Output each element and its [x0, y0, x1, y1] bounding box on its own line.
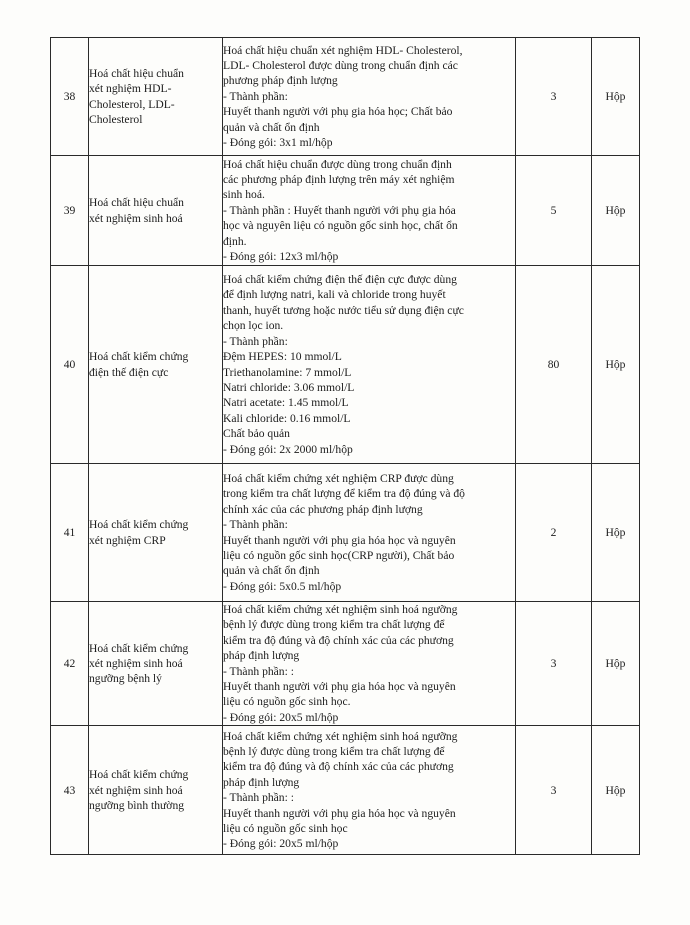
description-line: kiểm tra độ đúng và độ chính xác của các phương	[223, 760, 454, 774]
item-name	[89, 266, 223, 464]
description-line: Hoá chất hiệu chuẩn xét nghiệm HDL- Cholesterol,	[223, 43, 463, 57]
item-name-line: Hoá chất kiểm chứng	[89, 768, 189, 782]
row-number: 43	[51, 726, 89, 855]
description-line: LDL- Cholesterol được dùng trong chuẩn định các	[223, 58, 458, 72]
description-line: Huyết thanh người với phụ gia hóa học và nguyên	[223, 533, 456, 547]
item-quantity: 3	[516, 726, 592, 855]
item-name-line: xét nghiệm sinh hoá	[89, 783, 183, 797]
description-line: - Thành phần:	[223, 334, 288, 348]
description-line: trong kiểm tra chất lượng để kiểm tra độ đúng và độ	[223, 487, 465, 501]
item-unit: Hộp	[592, 464, 640, 602]
description-line: - Thành phần:	[223, 89, 288, 103]
item-unit: Hộp	[592, 156, 640, 266]
description-line: Hoá chất hiệu chuẩn được dùng trong chuẩn định	[223, 157, 452, 171]
item-quantity: 2	[516, 464, 592, 602]
item-name	[89, 602, 223, 726]
description-line: bệnh lý được dùng trong kiểm tra chất lượng để	[223, 618, 445, 632]
item-name-line: Hoá chất kiểm chứng	[89, 641, 189, 655]
item-name-line: xét nghiệm sinh hoá	[89, 211, 183, 225]
description-line: Kali chloride: 0.16 mmol/L	[223, 411, 351, 425]
item-name-line: xét nghiệm CRP	[89, 533, 166, 547]
supply-table-body	[51, 38, 640, 855]
description-line: - Đóng gói: 20x5 ml/hộp	[223, 837, 339, 851]
description-line: - Đóng gói: 2x 2000 ml/hộp	[223, 442, 353, 456]
description-line: pháp định lượng	[223, 649, 300, 663]
description-line: Hoá chất kiểm chứng xét nghiệm sinh hoá ngưỡng	[223, 729, 458, 743]
description-line: pháp định lượng	[223, 775, 300, 789]
item-name-line: Hoá chất hiệu chuẩn	[89, 196, 184, 210]
item-name	[89, 464, 223, 602]
item-unit: Hộp	[592, 602, 640, 726]
supply-table	[50, 37, 640, 855]
item-description	[223, 726, 516, 855]
description-line: liệu có nguồn gốc sinh học.	[223, 695, 351, 709]
description-line: Hoá chất kiểm chứng xét nghiệm sinh hoá ngưỡng	[223, 603, 458, 616]
description-line: chính xác của các phương pháp định lượng	[223, 502, 423, 516]
row-number: 38	[51, 38, 89, 156]
table-row	[51, 464, 640, 602]
item-name-line: xét nghiệm HDL-	[89, 82, 172, 96]
description-line: - Thành phần: :	[223, 791, 294, 805]
item-name-line: xét nghiệm sinh hoá	[89, 656, 183, 670]
description-line: - Thành phần:	[223, 518, 288, 532]
description-line: quản và chất ổn định	[223, 564, 320, 578]
description-line: để định lượng natri, kali và chloride trong huyết	[223, 288, 446, 302]
description-line: Triethanolamine: 7 mmol/L	[223, 365, 352, 379]
table-row	[51, 726, 640, 855]
table-row	[51, 156, 640, 266]
item-description	[223, 464, 516, 602]
description-line: Huyết thanh người với phụ gia hóa học và nguyên	[223, 806, 456, 820]
description-line: kiểm tra độ đúng và độ chính xác của các phương	[223, 633, 454, 647]
item-name-line: Cholesterol	[89, 112, 143, 126]
description-line: Hoá chất kiểm chứng xét nghiệm CRP được dùng	[223, 471, 454, 485]
description-line: - Thành phần: :	[223, 664, 294, 678]
item-name	[89, 38, 223, 156]
row-number: 41	[51, 464, 89, 602]
row-number: 40	[51, 266, 89, 464]
item-name-line: ngưỡng bệnh lý	[89, 672, 162, 686]
item-name-line: Cholesterol, LDL-	[89, 97, 175, 111]
description-line: - Thành phần : Huyết thanh người với phụ gia hóa	[223, 203, 456, 217]
description-line: định.	[223, 234, 247, 248]
description-line: bệnh lý được dùng trong kiểm tra chất lượng để	[223, 745, 445, 759]
item-unit: Hộp	[592, 38, 640, 156]
item-unit: Hộp	[592, 726, 640, 855]
description-line: Hoá chất kiểm chứng điện thế điện cực được dùng	[223, 273, 457, 287]
description-line: phương pháp định lượng	[223, 74, 338, 88]
description-line: liệu có nguồn gốc sinh học(CRP người), Chất bảo	[223, 548, 455, 562]
description-line: Chất bảo quản	[223, 427, 290, 441]
table-row	[51, 38, 640, 156]
table-row	[51, 266, 640, 464]
item-quantity: 5	[516, 156, 592, 266]
item-name	[89, 156, 223, 266]
description-line: Huyết thanh người với phụ gia hóa học và nguyên	[223, 680, 456, 694]
item-name-line: Hoá chất hiệu chuẩn	[89, 66, 184, 80]
item-description	[223, 602, 516, 726]
item-name-line: ngưỡng bình thường	[89, 798, 185, 812]
description-line: các phương pháp định lượng trên máy xét nghiệm	[223, 172, 455, 186]
item-name-line: Hoá chất kiểm chứng	[89, 350, 189, 364]
table-row	[51, 602, 640, 726]
description-line: - Đóng gói: 12x3 ml/hộp	[223, 250, 339, 264]
row-number: 39	[51, 156, 89, 266]
description-line: liệu có nguồn gốc sinh học	[223, 822, 348, 836]
item-name-line: điện thế điện cực	[89, 365, 169, 379]
description-line: Natri acetate: 1.45 mmol/L	[223, 396, 349, 410]
description-line: chọn lọc ion.	[223, 319, 284, 333]
description-line: học và nguyên liệu có nguồn gốc sinh học, chất ổn	[223, 219, 458, 233]
description-line: Natri chloride: 3.06 mmol/L	[223, 380, 355, 394]
item-description	[223, 266, 516, 464]
item-quantity: 3	[516, 602, 592, 726]
item-quantity: 80	[516, 266, 592, 464]
description-line: quản và chất ổn định	[223, 120, 320, 134]
description-line: Đệm HEPES: 10 mmol/L	[223, 350, 342, 364]
description-line: thanh, huyết tương hoặc nước tiểu sử dụng điện cực	[223, 303, 464, 317]
item-name-line: Hoá chất kiểm chứng	[89, 518, 189, 532]
item-description	[223, 156, 516, 266]
row-number: 42	[51, 602, 89, 726]
description-line: - Đóng gói: 3x1 ml/hộp	[223, 136, 333, 150]
description-line: Huyết thanh người với phụ gia hóa học; Chất bảo	[223, 105, 453, 119]
description-line: sinh hoá.	[223, 188, 265, 202]
description-line: - Đóng gói: 20x5 ml/hộp	[223, 710, 339, 724]
item-quantity: 3	[516, 38, 592, 156]
item-unit: Hộp	[592, 266, 640, 464]
item-description	[223, 38, 516, 156]
item-name	[89, 726, 223, 855]
description-line: - Đóng gói: 5x0.5 ml/hộp	[223, 579, 342, 593]
